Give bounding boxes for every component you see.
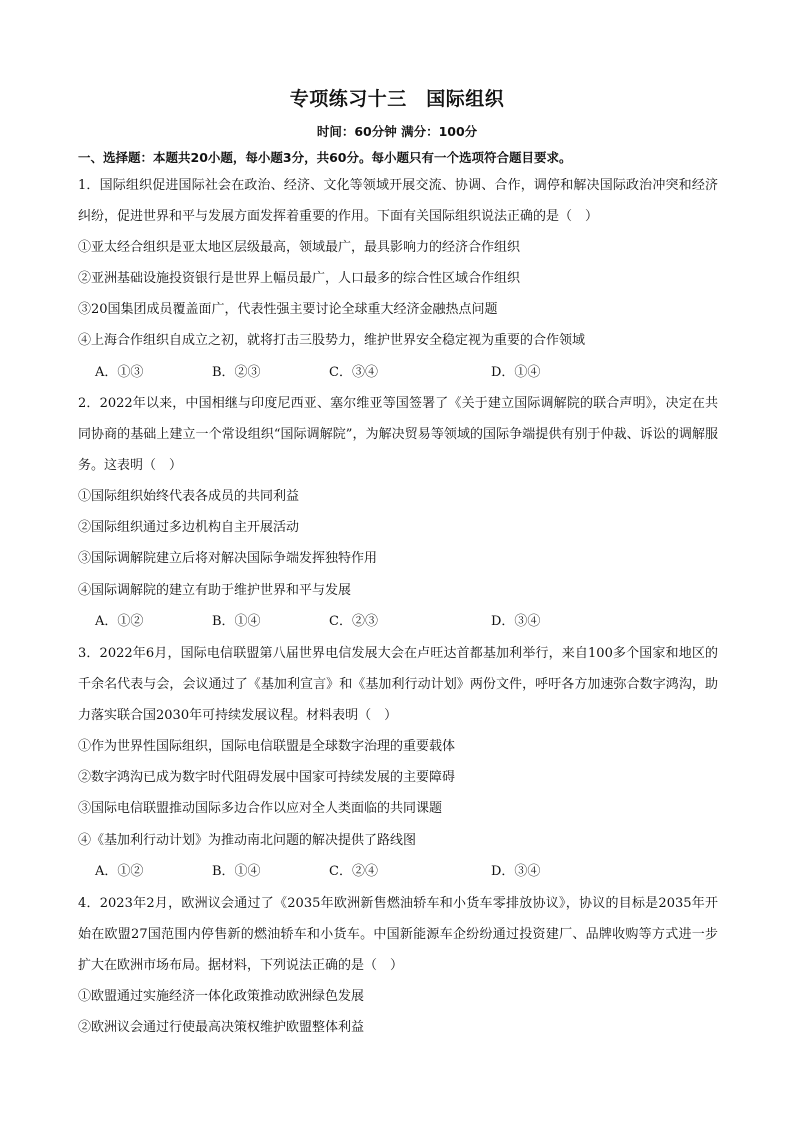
exam-time-and-score: 时间：60分钟 满分：100分 xyxy=(316,124,478,139)
question-3-stem: 3．2022年6月，国际电信联盟第八届世界电信发展大会在卢旺达首都基加利举行，来自100多个国家和地区的千余名代表与会，会议通过了《基加利宣言》和《基加利行动计划》两份文件，呼吁各方加速弥合数字鸿沟，助力落实联合国2030年可持续发展议程。材料表明（ ） xyxy=(78,646,718,723)
choice-c[interactable]: C．③④ xyxy=(329,365,378,380)
choice-d[interactable]: D．③④ xyxy=(491,614,541,629)
choice-d[interactable]: D．①④ xyxy=(491,365,541,380)
section-heading: 一、选择题：本题共20小题，每小题3分，共60分。每小题只有一个选项符合题目要求。 xyxy=(78,150,572,165)
choice-b[interactable]: B．①④ xyxy=(212,864,261,879)
question-4-option-1: ①欧盟通过实施经济一体化政策推动欧洲绿色发展 xyxy=(78,989,365,1004)
question-3-option-3: ③国际电信联盟推动国际多边合作以应对全人类面临的共同课题 xyxy=(78,801,443,816)
question-1-option-4: ④上海合作组织自成立之初，就将打击三股势力，维护世界安全稳定视为重要的合作领域 xyxy=(78,333,586,348)
question-2-option-1: ①国际组织始终代表各成员的共同利益 xyxy=(78,489,300,504)
question-1-option-2: ②亚洲基础设施投资银行是世界上幅员最广，人口最多的综合性区域合作组织 xyxy=(78,271,521,286)
choice-d[interactable]: D．③④ xyxy=(491,864,541,879)
choice-a[interactable]: A．①② xyxy=(95,614,144,629)
page-title: 专项练习十三 国际组织 xyxy=(289,88,505,110)
question-2-choices xyxy=(95,606,695,637)
choice-c[interactable]: C．②③ xyxy=(329,614,378,629)
question-3-option-4: ④《基加利行动计划》为推动南北问题的解决提供了路线图 xyxy=(78,833,417,848)
question-4-stem: 4．2023年2月，欧洲议会通过了《2035年欧洲新售燃油轿车和小货车零排放协议》，协议的目标是2035年开始在欧盟27国范围内停售新的燃油轿车和小货车。中国新能源车企纷纷通过投资建厂、品牌收购等方式进一步扩大在欧洲市场布局。据材料，下列说法正确的是（ ） xyxy=(78,896,718,973)
question-2-option-3: ③国际调解院建立后将对解决国际争端发挥独特作用 xyxy=(78,551,378,566)
question-1-stem: 1．国际组织促进国际社会在政治、经济、文化等领域开展交流、协调、合作，调停和解决国际政治冲突和经济纠纷，促进世界和平与发展方面发挥着重要的作用。下面有关国际组织说法正确的是（ ） xyxy=(78,178,718,224)
choice-b[interactable]: B．①④ xyxy=(212,614,261,629)
choice-a[interactable]: A．①③ xyxy=(95,365,144,380)
question-3-choices xyxy=(95,856,695,887)
question-1-option-1: ①亚太经合组织是亚太地区层级最高，领域最广，最具影响力的经济合作组织 xyxy=(78,240,521,255)
question-2-option-2: ②国际组织通过多边机构自主开展活动 xyxy=(78,520,300,535)
choice-c[interactable]: C．②④ xyxy=(329,864,378,879)
question-3-option-1: ①作为世界性国际组织，国际电信联盟是全球数字治理的重要载体 xyxy=(78,739,456,754)
question-1-option-3: ③20国集团成员覆盖面广，代表性强主要讨论全球重大经济金融热点问题 xyxy=(78,302,498,317)
question-1-choices xyxy=(95,357,695,388)
choice-b[interactable]: B．②③ xyxy=(212,365,261,380)
question-2-option-4: ④国际调解院的建立有助于维护世界和平与发展 xyxy=(78,583,352,598)
question-2-stem: 2．2022年以来，中国相继与印度尼西亚、塞尔维亚等国签署了《关于建立国际调解院的联合声明》，决定在共同协商的基础上建立一个常设组织“国际调解院”，为解决贸易等领域的国际争端提供有别于仲裁、诉讼的调解服务。这表明（ ） xyxy=(78,396,718,473)
choice-a[interactable]: A．①② xyxy=(95,864,144,879)
question-3-option-2: ②数字鸿沟已成为数字时代阻碍发展中国家可持续发展的主要障碍 xyxy=(78,770,456,785)
question-4-option-2: ②欧洲议会通过行使最高决策权维护欧盟整体利益 xyxy=(78,1020,365,1035)
